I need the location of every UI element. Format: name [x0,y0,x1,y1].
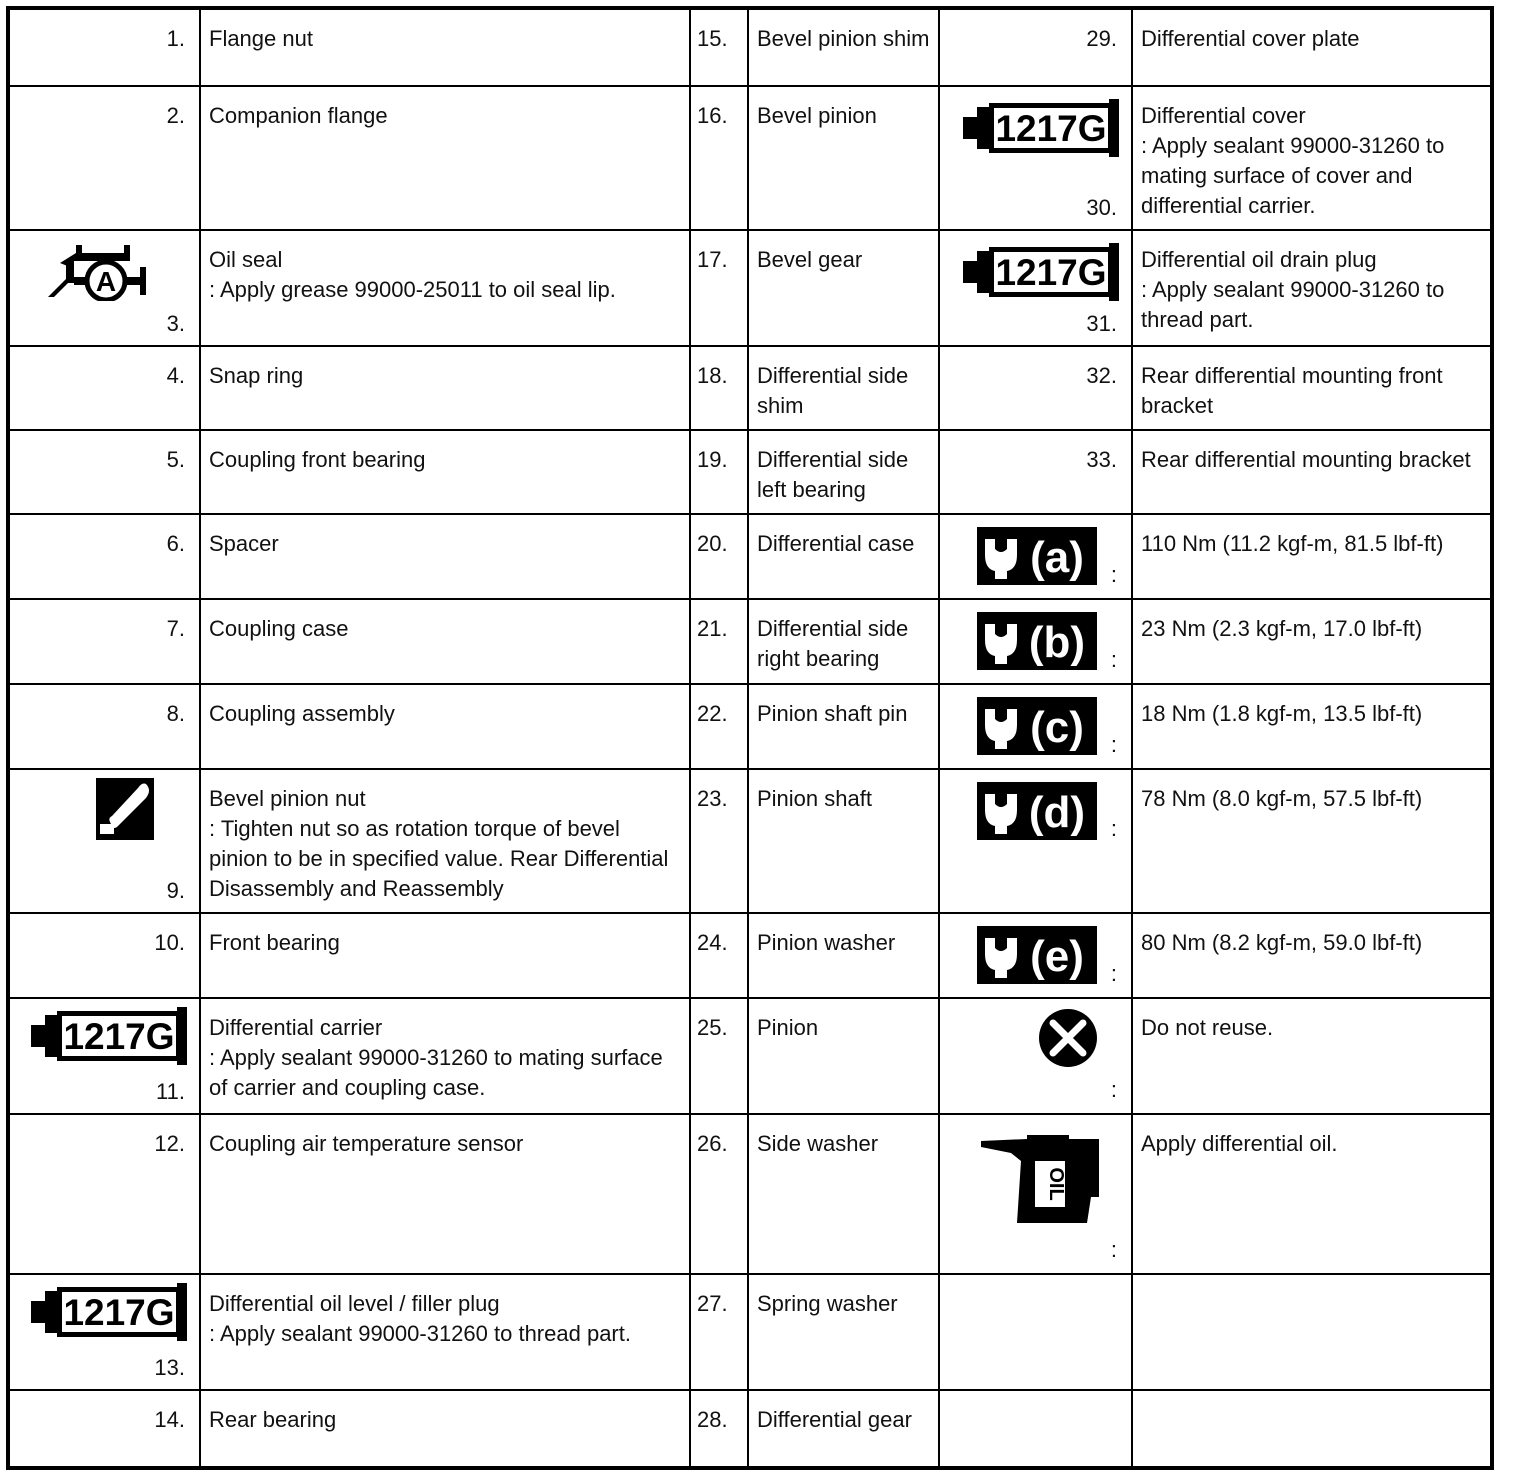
item-name: Pinion [748,998,939,1114]
item-note: : Apply sealant 99000-31260 to thread part. [1141,277,1445,332]
item-name: Differential case [748,514,939,599]
sealant-1217G-icon [963,243,1119,301]
item-name: Bevel pinion nut : Tighten nut so as rotation torque of bevel pinion to be in specified value. Rear Differential Disassembly and Reassembly [200,769,690,913]
item-name: Rear differential mounting front bracket [1132,346,1492,430]
table-row [8,599,1492,684]
item-number-cell [939,346,1132,430]
item-number-cell [8,1114,200,1274]
svg-text:(b): (b) [1028,618,1086,667]
item-name: Rear differential mounting bracket [1132,430,1492,514]
table-row [8,430,1492,514]
item-name: Oil seal : Apply grease 99000-25011 to oil seal lip. [200,230,690,346]
item-number: 5. [166,447,185,472]
svg-text:(a): (a) [1030,533,1084,582]
item-number: 18. [690,346,748,430]
grease-A-icon [46,239,158,301]
table-row [8,1274,1492,1390]
torque-wrench-icon [977,782,1097,840]
item-note: : Apply sealant 99000-31260 to mating surface of cover and differential carrier. [1141,133,1445,218]
svg-text:(d): (d) [1028,788,1086,837]
empty-cell [1132,1274,1492,1390]
svg-text:(c): (c) [1030,703,1084,752]
torque-symbol-cell [939,599,1132,684]
oil-can-icon [981,1133,1101,1225]
torque-wrench-icon [977,697,1097,755]
item-name: Coupling assembly [200,684,690,769]
item-number: 14. [154,1407,185,1432]
item-name: Spacer [200,514,690,599]
torque-value: 23 Nm (2.3 kgf-m, 17.0 lbf-ft) [1132,599,1492,684]
item-name: Differential carrier : Apply sealant 99000-31260 to mating surface of carrier and coupling case. [200,998,690,1114]
item-name: Differential oil level / filler plug : Apply sealant 99000-31260 to thread part. [200,1274,690,1390]
item-name: Differential cover plate [1132,8,1492,86]
item-number: 20. [690,514,748,599]
svg-text:1217G: 1217G [995,252,1107,293]
item-name: Rear bearing [200,1390,690,1468]
svg-text:1217G: 1217G [995,108,1107,149]
sealant-1217G-icon [963,99,1119,157]
item-number-cell [939,8,1132,86]
symbol-cell [939,998,1132,1114]
table-row [8,86,1492,230]
item-name: Side washer [748,1114,939,1274]
symbol-cell [939,1114,1132,1274]
item-name: Differential gear [748,1390,939,1468]
table-row [8,346,1492,430]
colon: : [1110,1237,1117,1262]
item-note: : Apply sealant 99000-31260 to mating surface of carrier and coupling case. [209,1045,663,1100]
item-name: Bevel gear [748,230,939,346]
item-name: Coupling front bearing [200,430,690,514]
item-name: Differential side left bearing [748,430,939,514]
item-name: Bevel pinion [748,86,939,230]
item-number-cell [939,430,1132,514]
torque-wrench-icon [977,527,1097,585]
svg-text:A: A [95,266,117,297]
torque-value: 110 Nm (11.2 kgf-m, 81.5 lbf-ft) [1132,514,1492,599]
item-name: Pinion shaft pin [748,684,939,769]
svg-text:OIL: OIL [1045,1167,1067,1201]
item-name: Differential cover : Apply sealant 99000-31260 to mating surface of cover and differential carrier. [1132,86,1492,230]
item-name: Coupling case [200,599,690,684]
table-row [8,998,1492,1114]
item-number-cell [8,8,200,86]
item-number: 11. [156,1079,185,1104]
table-row [8,514,1492,599]
torque-value: 80 Nm (8.2 kgf-m, 59.0 lbf-ft) [1132,913,1492,998]
item-number: 33. [1086,447,1117,472]
item-note: : Apply grease 99000-25011 to oil seal lip. [209,277,616,302]
item-number: 6. [166,531,185,556]
torque-symbol-cell [939,769,1132,913]
item-number-cell [8,599,200,684]
item-number: 7. [166,616,185,641]
item-name: Pinion shaft [748,769,939,913]
item-note: : Apply sealant 99000-31260 to thread part. [209,1321,631,1346]
item-number: 13. [154,1355,185,1380]
item-name: Companion flange [200,86,690,230]
item-name: Front bearing [200,913,690,998]
item-number: 30. [1086,195,1117,220]
table-row [8,684,1492,769]
colon: : [1110,961,1117,986]
item-number-cell [8,1390,200,1468]
item-number: 8. [166,701,185,726]
item-number: 24. [690,913,748,998]
svg-text:1217G: 1217G [63,1292,175,1333]
torque-symbol-cell [939,514,1132,599]
item-number-cell [939,230,1132,346]
item-number-cell [8,913,200,998]
item-number: 17. [690,230,748,346]
item-number: 29. [1086,26,1117,51]
item-number: 15. [690,8,748,86]
item-number-cell [8,998,200,1114]
item-name: Pinion washer [748,913,939,998]
sealant-1217G-icon [31,1283,187,1341]
do-not-reuse-icon [1037,1007,1099,1069]
item-number-cell [8,769,200,913]
item-number-cell [8,86,200,230]
item-number: 21. [690,599,748,684]
torque-wrench-icon [977,612,1097,670]
item-number: 31. [1086,311,1117,336]
item-number: 10. [154,930,185,955]
torque-tighten-icon [96,778,154,840]
empty-cell [939,1390,1132,1468]
item-number: 22. [690,684,748,769]
item-number: 4. [166,363,185,388]
item-number-cell [8,1274,200,1390]
item-number: 32. [1086,363,1117,388]
colon: : [1110,816,1117,841]
parts-legend-table [6,6,1494,1470]
colon: : [1110,562,1117,587]
item-number: 28. [690,1390,748,1468]
item-number: 26. [690,1114,748,1274]
table-row [8,230,1492,346]
item-number: 2. [166,103,185,128]
item-number-cell [8,346,200,430]
table-row [8,1390,1492,1468]
table-row [8,1114,1492,1274]
symbol-meaning: Apply differential oil. [1132,1114,1492,1274]
torque-value: 18 Nm (1.8 kgf-m, 13.5 lbf-ft) [1132,684,1492,769]
item-number: 3. [166,311,185,336]
table-row [8,769,1492,913]
colon: : [1110,647,1117,672]
torque-wrench-icon [977,926,1097,984]
item-number: 19. [690,430,748,514]
item-number-cell [8,514,200,599]
item-name: Coupling air temperature sensor [200,1114,690,1274]
empty-cell [1132,1390,1492,1468]
item-name: Differential side right bearing [748,599,939,684]
item-number-cell [8,430,200,514]
item-name: Flange nut [200,8,690,86]
empty-cell [939,1274,1132,1390]
item-number: 9. [166,878,185,903]
item-name: Snap ring [200,346,690,430]
item-note: : Tighten nut so as rotation torque of bevel pinion to be in specified value. Rear Differential Disassembly and Reassembly [209,816,669,901]
colon: : [1110,1077,1117,1102]
item-name: Spring washer [748,1274,939,1390]
item-name: Differential oil drain plug : Apply sealant 99000-31260 to thread part. [1132,230,1492,346]
torque-value: 78 Nm (8.0 kgf-m, 57.5 lbf-ft) [1132,769,1492,913]
item-number: 16. [690,86,748,230]
table-row [8,8,1492,86]
sealant-1217G-icon [31,1007,187,1065]
item-name: Bevel pinion shim [748,8,939,86]
item-number: 27. [690,1274,748,1390]
colon: : [1110,732,1117,757]
torque-symbol-cell [939,913,1132,998]
torque-symbol-cell [939,684,1132,769]
item-number: 1. [166,26,185,51]
item-number-cell [8,230,200,346]
item-number: 12. [154,1131,185,1156]
table-row [8,913,1492,998]
svg-text:1217G: 1217G [63,1016,175,1057]
item-number: 23. [690,769,748,913]
item-number-cell [8,684,200,769]
svg-text:(e): (e) [1030,932,1084,981]
item-number-cell [939,86,1132,230]
item-number: 25. [690,998,748,1114]
item-name: Differential side shim [748,346,939,430]
symbol-meaning: Do not reuse. [1132,998,1492,1114]
